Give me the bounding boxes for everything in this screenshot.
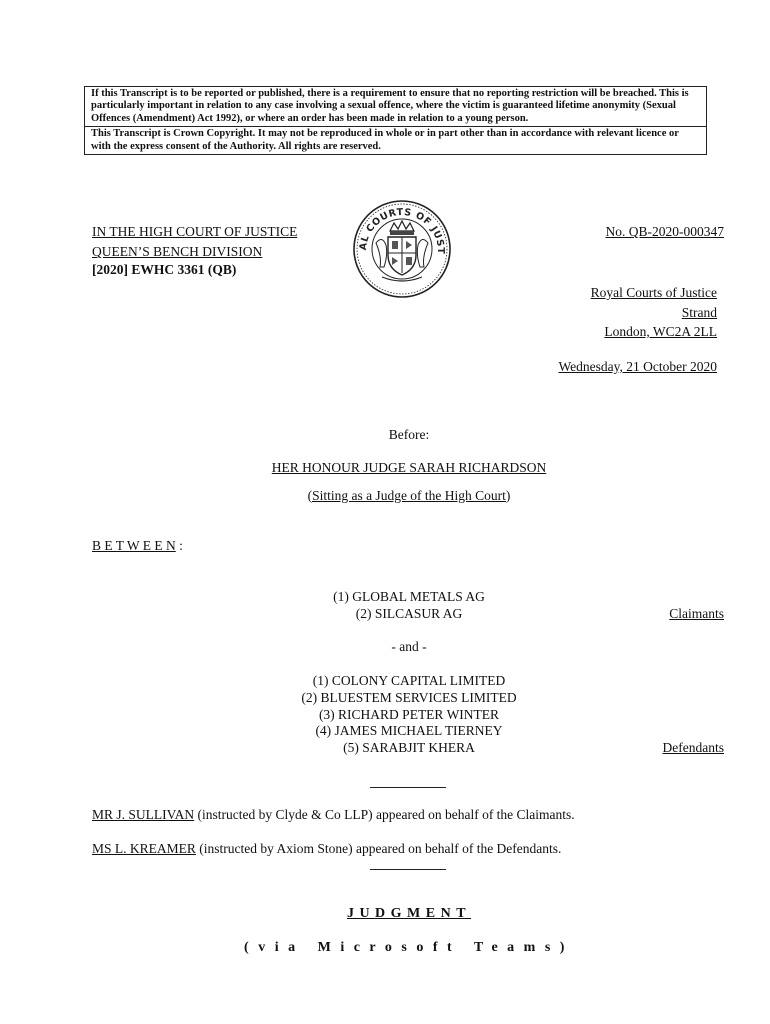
defendant-1: (1) COLONY CAPITAL LIMITED <box>312 673 506 688</box>
court-header <box>92 224 297 278</box>
defendant-4: (4) JAMES MICHAEL TIERNEY <box>315 723 503 739</box>
judge-capacity <box>0 488 770 504</box>
seal-text: AL COURTS OF JUST <box>357 206 447 255</box>
between-colon: : <box>175 538 183 553</box>
judgment-subheading: (via Microsoft Teams) <box>244 940 574 955</box>
judge-name: HER HONOUR JUDGE SARAH RICHARDSON <box>271 460 547 475</box>
neutral-citation: [2020] EWHC 3361 (QB) <box>92 262 237 277</box>
address-line-2: Strand <box>681 304 717 320</box>
address-line-3: London, WC2A 2LL <box>604 324 717 339</box>
transcript-notice-box <box>84 86 707 155</box>
defendant-3: (3) RICHARD PETER WINTER <box>318 706 500 722</box>
address-line-1: Royal Courts of Justice <box>590 285 717 300</box>
crown-copyright-notice: This Transcript is Crown Copyright. It may not be reproduced in whole or in part other than in accordance with relevant licence or with the express consent of the Authority. All rights are reserved. <box>85 126 706 154</box>
claimant-1: (1) GLOBAL METALS AG <box>333 589 485 604</box>
counsel-claimants <box>92 807 575 823</box>
and-separator: - and - <box>391 639 427 654</box>
court-address <box>591 283 717 342</box>
claimant-2: (2) SILCASUR AG <box>355 606 463 621</box>
divider-rule <box>370 869 446 870</box>
divider-rule <box>370 787 446 788</box>
defendant-2: (2) BLUESTEM SERVICES LIMITED <box>301 689 517 705</box>
defendants-list <box>0 673 770 757</box>
court-seal-icon <box>350 199 454 299</box>
court-division: QUEEN’S BENCH DIVISION <box>92 244 263 259</box>
before-label: Before: <box>388 427 430 442</box>
court-name: IN THE HIGH COURT OF JUSTICE <box>92 224 298 239</box>
claimants-list <box>0 588 770 622</box>
capacity-open-paren: ( <box>307 488 313 503</box>
judgment-title: JUDGMENT <box>346 906 472 921</box>
counsel-defendants-text: (instructed by Axiom Stone) appeared on behalf of the Defendants. <box>195 841 562 856</box>
counsel-claimants-name: MR J. SULLIVAN <box>92 807 195 822</box>
defendants-label: Defendants <box>662 740 724 755</box>
counsel-claimants-text: (instructed by Clyde & Co LLP) appeared on behalf of the Claimants. <box>194 807 575 822</box>
judgment-heading <box>0 906 770 922</box>
capacity-close-paren: ) <box>505 488 511 503</box>
counsel-defendants-name: MS L. KREAMER <box>92 841 196 856</box>
reporting-restriction-notice: If this Transcript is to be reported or published, there is a requirement to ensure that no reporting restriction will be breached. This is particularly important in relation to any case involving a sexual offence, where the victim is guaranteed lifetime anonymity (Sexual Offences (Amendment) Act 1992), or where an order has been made in relation to a young person. <box>91 88 689 124</box>
hearing-date: Wednesday, 21 October 2020 <box>558 359 717 374</box>
case-number: No. QB-2020-000347 <box>605 224 724 239</box>
capacity-text: Sitting as a Judge of the High Court <box>312 488 506 503</box>
between-label: B E T W E E N <box>92 538 176 553</box>
defendant-5: (5) SARABJIT KHERA <box>343 740 475 756</box>
between-heading <box>92 538 183 554</box>
claimants-label: Claimants <box>669 606 724 621</box>
counsel-defendants <box>92 841 561 857</box>
